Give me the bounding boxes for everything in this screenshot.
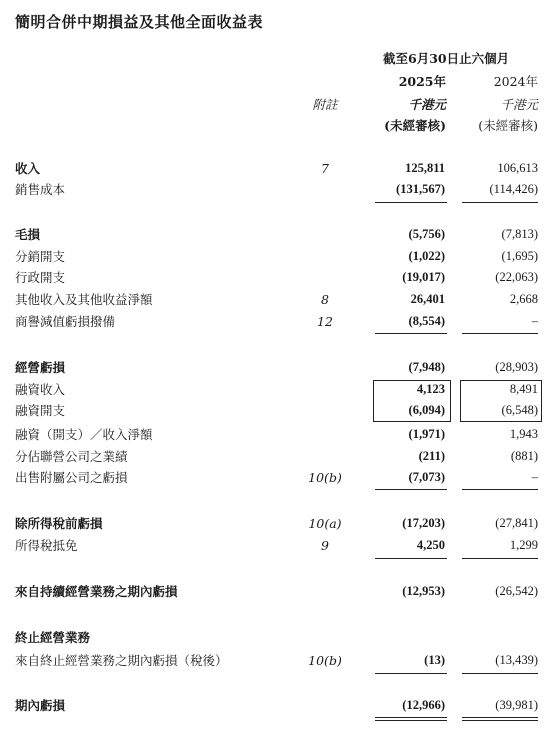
row-prior: 8,491 — [509, 382, 538, 396]
row-prior: – — [531, 470, 538, 484]
row-prior: (27,841) — [495, 516, 538, 530]
row-label: 期內虧損 — [15, 698, 66, 713]
row-current: (7,073) — [408, 470, 445, 484]
total-double-rule — [462, 720, 538, 721]
row-note: 9 — [321, 538, 329, 553]
row-prior: 2,668 — [509, 292, 538, 306]
row-current: 125,811 — [405, 161, 445, 175]
row-current: 4,123 — [416, 382, 445, 396]
period-heading: 截至6月30日止六個月 — [383, 51, 510, 66]
audit-current: (未經審核) — [384, 118, 446, 133]
row-label: 來自持續經營業務之期內虧損 — [15, 584, 178, 599]
row-current: (13) — [424, 653, 445, 667]
row-prior: (114,426) — [489, 182, 538, 196]
year-prior: 2024年 — [493, 74, 538, 89]
row-current: (131,567) — [396, 182, 445, 196]
row-current: (1,971) — [408, 427, 445, 441]
total-double-rule — [462, 717, 538, 718]
row-note: 10(b) — [308, 470, 342, 485]
subtotal-rule — [462, 333, 538, 334]
subtotal-rule — [375, 489, 447, 490]
subtotal-rule — [375, 202, 447, 203]
row-current: (8,554) — [408, 314, 445, 328]
total-double-rule — [375, 717, 447, 718]
row-prior: (39,981) — [495, 698, 538, 712]
subtotal-rule — [462, 558, 538, 559]
row-label: 所得稅抵免 — [15, 538, 78, 553]
row-current: (211) — [418, 449, 445, 463]
row-label: 除所得稅前虧損 — [15, 516, 103, 531]
row-label: 融資開支 — [15, 403, 66, 418]
row-label: 收入 — [15, 161, 41, 176]
row-label: 經營虧損 — [15, 360, 66, 375]
row-current: 4,250 — [416, 538, 445, 552]
row-label: 銷售成本 — [15, 182, 66, 197]
row-current: (7,948) — [408, 360, 445, 374]
statement-title: 簡明合併中期損益及其他全面收益表 — [15, 13, 264, 31]
row-current: (6,094) — [408, 403, 445, 417]
row-current: (5,756) — [408, 227, 445, 241]
row-note: 12 — [317, 314, 333, 329]
subtotal-rule — [375, 673, 447, 674]
row-label: 出售附屬公司之虧損 — [15, 470, 128, 485]
unit-prior: 千港元 — [500, 97, 538, 112]
row-prior: (26,542) — [495, 584, 538, 598]
unit-current: 千港元 — [408, 97, 446, 112]
row-label: 分銷開支 — [15, 249, 66, 264]
row-note: 10(b) — [308, 653, 342, 668]
row-prior: (7,813) — [501, 227, 538, 241]
row-note: 10(a) — [308, 516, 342, 531]
row-prior: 1,299 — [509, 538, 538, 552]
subtotal-rule — [462, 489, 538, 490]
subtotal-rule — [462, 673, 538, 674]
row-current: (12,966) — [402, 698, 445, 712]
row-label: 商譽減值虧損撥備 — [15, 314, 116, 329]
row-current: (17,203) — [402, 516, 445, 530]
row-label: 分佔聯營公司之業績 — [15, 449, 128, 464]
subtotal-rule — [375, 333, 447, 334]
row-current: (1,022) — [408, 249, 445, 263]
section-heading: 終止經營業務 — [15, 630, 91, 645]
row-label: 行政開支 — [15, 270, 66, 285]
row-prior: – — [531, 314, 538, 328]
row-note: 8 — [321, 292, 329, 307]
row-current: 26,401 — [410, 292, 445, 306]
note-column-header: 附註 — [312, 97, 338, 112]
subtotal-rule — [462, 202, 538, 203]
year-current: 2025年 — [398, 74, 446, 89]
row-current: (12,953) — [402, 584, 445, 598]
total-double-rule — [375, 720, 447, 721]
row-prior: (1,695) — [501, 249, 538, 263]
row-label: 融資（開支）／收入淨額 — [15, 427, 153, 442]
row-prior: (13,439) — [495, 653, 538, 667]
row-current: (19,017) — [402, 270, 445, 284]
row-prior: (22,063) — [495, 270, 538, 284]
row-label: 融資收入 — [15, 382, 66, 397]
row-note: 7 — [321, 161, 329, 176]
row-label: 毛損 — [15, 227, 41, 242]
row-prior: (28,903) — [495, 360, 538, 374]
row-prior: 1,943 — [509, 427, 538, 441]
row-prior: (6,548) — [501, 403, 538, 417]
row-label: 來自終止經營業務之期內虧損（稅後） — [15, 653, 228, 668]
row-prior: (881) — [510, 449, 538, 463]
subtotal-rule — [375, 558, 447, 559]
row-prior: 106,613 — [497, 161, 538, 175]
audit-prior: (未經審核) — [478, 118, 538, 133]
row-label: 其他收入及其他收益淨額 — [15, 292, 153, 307]
